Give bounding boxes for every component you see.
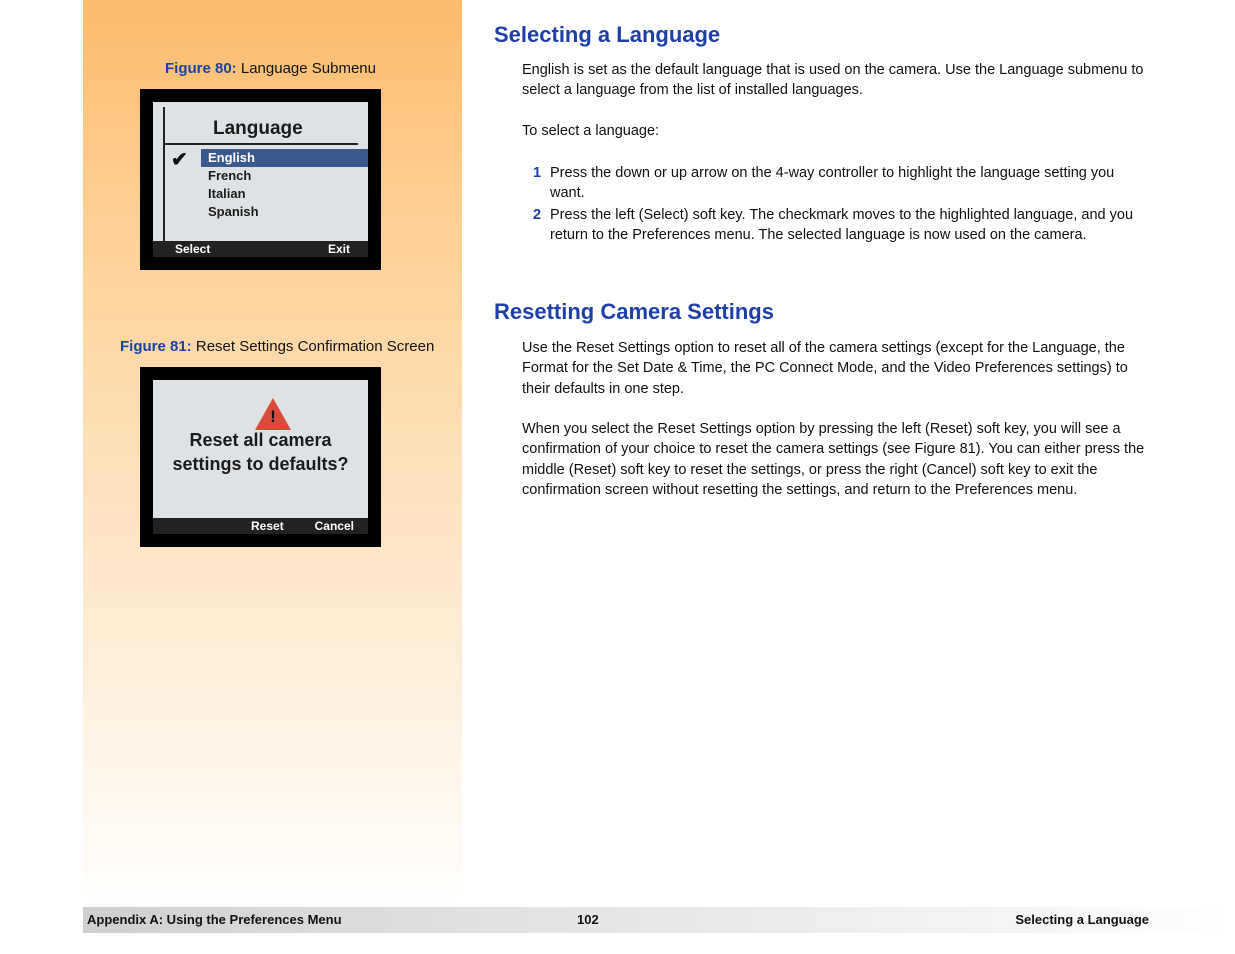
checkmark-icon: ✔ bbox=[171, 149, 188, 171]
figure-81-label: Figure 81: bbox=[120, 338, 192, 355]
lcd-display bbox=[153, 102, 368, 257]
figure-81-caption bbox=[120, 338, 434, 355]
exclamation-icon: ! bbox=[270, 407, 276, 426]
figure-81-text: Reset Settings Confirmation Screen bbox=[195, 338, 435, 355]
language-item-italian: Italian bbox=[208, 186, 246, 201]
footer-page-number: 102 bbox=[577, 912, 599, 927]
step-number: 1 bbox=[533, 165, 542, 181]
intro-paragraph: English is set as the default language that is used on the camera. Use the Language submenu to select a language from the list of installed languages. bbox=[522, 62, 1144, 99]
divider bbox=[163, 143, 358, 145]
reset-confirmation-message bbox=[153, 428, 368, 476]
message-line-1: Reset all camera bbox=[189, 430, 332, 450]
screen-title: Language bbox=[213, 118, 303, 139]
figure-80-caption bbox=[165, 60, 376, 77]
reset-settings-screenshot bbox=[140, 367, 381, 547]
step-item-2 bbox=[522, 205, 1152, 246]
lcd-display bbox=[153, 380, 368, 534]
figure-80-text: Language Submenu bbox=[240, 60, 376, 77]
language-item-spanish: Spanish bbox=[208, 204, 259, 219]
language-item-english: English bbox=[201, 149, 368, 167]
softkey-bar bbox=[153, 518, 368, 534]
exit-softkey-label: Exit bbox=[327, 242, 350, 256]
step-number: 2 bbox=[533, 207, 542, 223]
language-submenu-screenshot bbox=[140, 89, 381, 270]
lead-paragraph: To select a language: bbox=[522, 123, 660, 139]
page-footer bbox=[83, 907, 1235, 933]
divider bbox=[163, 107, 165, 242]
section-heading-resetting-settings: Resetting Camera Settings bbox=[494, 299, 774, 324]
footer-section: Selecting a Language bbox=[1015, 912, 1149, 927]
softkey-bar bbox=[153, 241, 368, 257]
footer-chapter: Appendix A: Using the Preferences Menu bbox=[87, 912, 342, 927]
message-line-2: settings to defaults? bbox=[172, 454, 349, 474]
reset-paragraph-1: Use the Reset Settings option to reset all of the camera settings (except for the Language, the Format for the Set Date & Time, the PC Connect Mode, and the Video Preferences settings) to their defaults in one step. bbox=[522, 340, 1128, 397]
step-text: Press the left (Select) soft key. The checkmark moves to the highlighted language, and you return to the Preferences menu. The selected language is now used on the camera. bbox=[550, 207, 1134, 244]
select-softkey-label: Select bbox=[175, 242, 211, 256]
step-item-1 bbox=[522, 163, 1152, 204]
reset-paragraph-2: When you select the Reset Settings option by pressing the left (Reset) soft key, you will see a confirmation of your choice to reset the camera settings (see Figure 81). You can either press the middle (Reset) soft key to reset the settings, or press the right (Cancel) soft key to exit the confirmation screen without resetting the settings, and return to the Preferences menu. bbox=[522, 421, 1145, 498]
cancel-softkey-label: Cancel bbox=[314, 519, 354, 533]
step-text: Press the down or up arrow on the 4-way controller to highlight the language setting you want. bbox=[550, 165, 1115, 202]
language-item-french: French bbox=[208, 168, 252, 183]
section-heading-selecting-language: Selecting a Language bbox=[494, 22, 721, 47]
figure-80-label: Figure 80: bbox=[165, 60, 237, 77]
reset-softkey-label: Reset bbox=[251, 519, 284, 533]
